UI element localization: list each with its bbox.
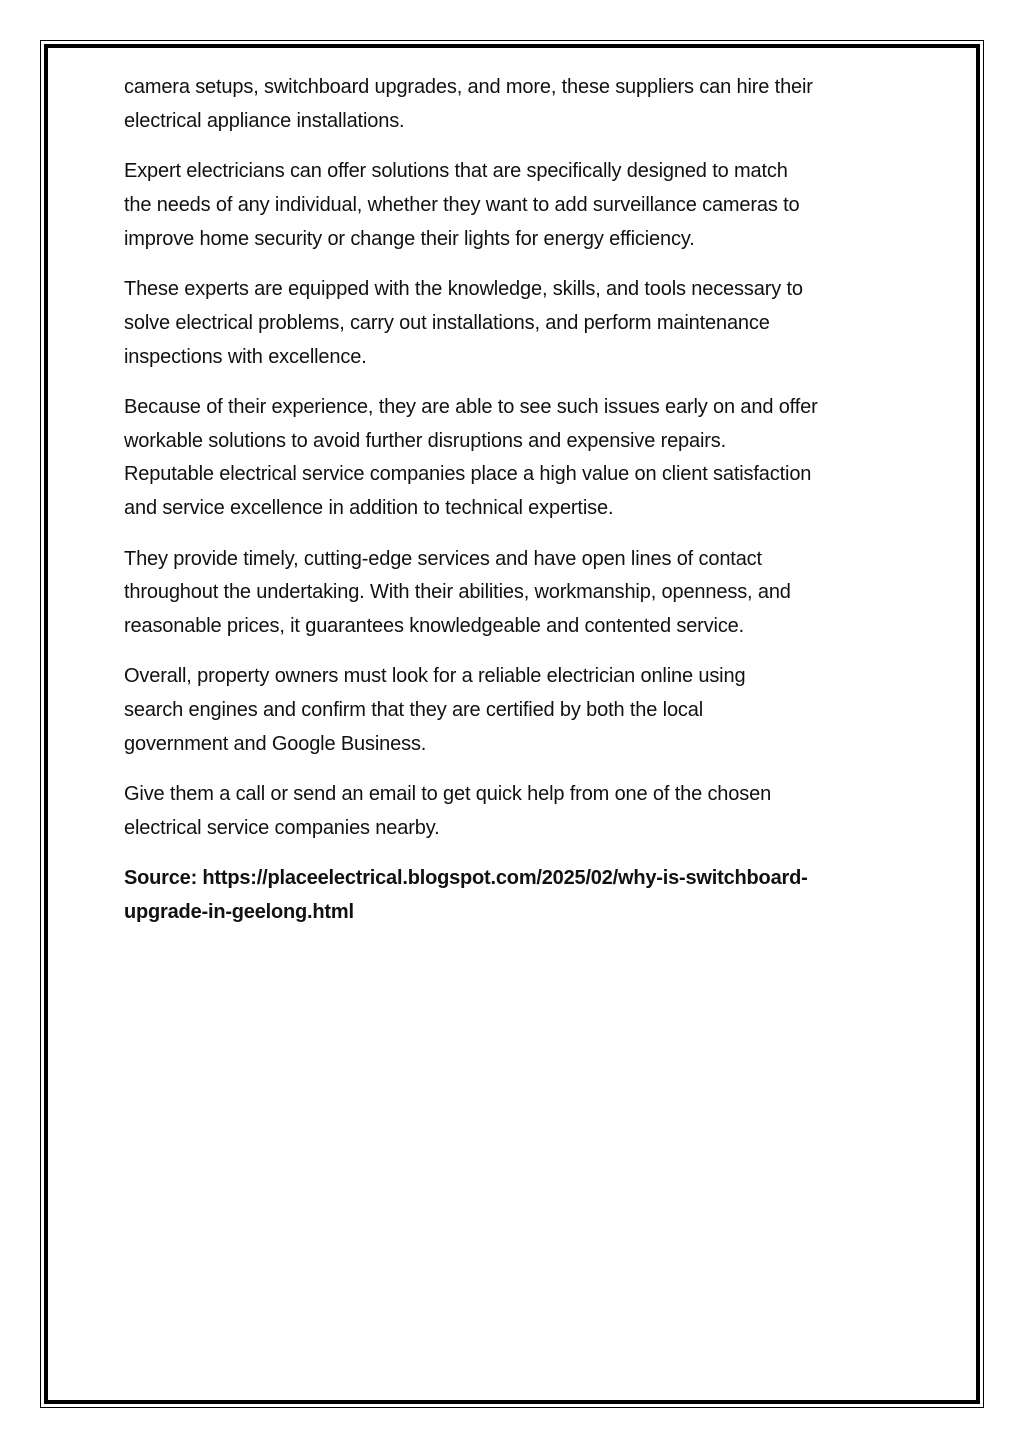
paragraph-timely-services — [124, 543, 914, 644]
paragraph-experts-equipped — [124, 273, 914, 374]
text-line: Overall, property owners must look for a reliable electrician online using — [124, 665, 746, 688]
text-line: These experts are equipped with the knowledge, skills, and tools necessary to — [124, 277, 803, 300]
paragraph-expert-electricians — [124, 155, 914, 256]
text-line: search engines and confirm that they are certified by both the local — [124, 699, 704, 722]
paragraph-call-to-action — [124, 778, 914, 846]
paragraph-overall — [124, 660, 914, 761]
source-line: upgrade-in-geelong.html — [124, 901, 354, 924]
text-line: throughout the undertaking. With their abilities, workmanship, openness, and — [124, 581, 791, 604]
source-citation — [124, 862, 914, 930]
text-line: Expert electricians can offer solutions that are specifically designed to match — [124, 160, 788, 183]
text-line: electrical appliance installations. — [124, 109, 405, 132]
paragraph-intro-continuation — [124, 71, 914, 139]
text-line: They provide timely, cutting-edge services and have open lines of contact — [124, 547, 762, 570]
text-line: solve electrical problems, carry out installations, and perform maintenance — [124, 311, 770, 334]
text-line: Because of their experience, they are able to see such issues early on and offer — [124, 395, 818, 418]
document-body — [124, 71, 914, 930]
text-line: government and Google Business. — [124, 733, 427, 756]
text-line: and service excellence in addition to technical expertise. — [124, 497, 614, 520]
source-line: Source: https://placeelectrical.blogspot.com/2025/02/why-is-switchboard- — [124, 867, 808, 890]
text-line: inspections with excellence. — [124, 345, 367, 368]
text-line: improve home security or change their lights for energy efficiency. — [124, 227, 695, 250]
text-line: workable solutions to avoid further disruptions and expensive repairs. — [124, 429, 727, 452]
text-line: reasonable prices, it guarantees knowledgeable and contented service. — [124, 615, 745, 638]
text-line: electrical service companies nearby. — [124, 817, 440, 840]
text-line: the needs of any individual, whether they want to add surveillance cameras to — [124, 193, 800, 216]
text-line: camera setups, switchboard upgrades, and more, these suppliers can hire their — [124, 76, 813, 98]
text-line: Reputable electrical service companies place a high value on client satisfaction — [124, 463, 812, 486]
text-line: Give them a call or send an email to get quick help from one of the chosen — [124, 783, 772, 806]
paragraph-experience — [124, 391, 914, 526]
